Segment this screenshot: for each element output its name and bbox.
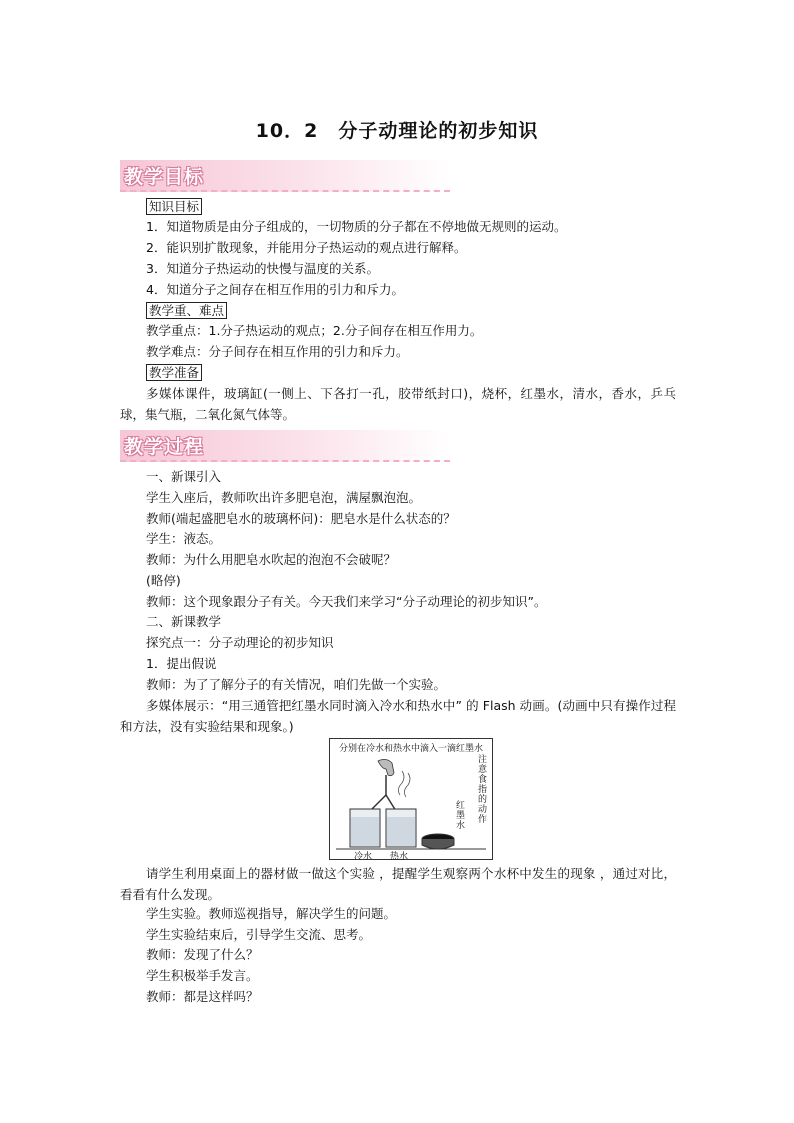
section-banner-label: 教学目标: [124, 166, 205, 188]
process-line: 一、新课引入: [146, 469, 222, 484]
experiment-illustration: [330, 739, 492, 859]
cold-water-label: 冷水: [354, 852, 373, 862]
section-banner-goals: [120, 160, 450, 192]
goal-item: 3．知道分子热运动的快慢与温度的关系。: [146, 261, 379, 276]
process-line: 教师：为了了解分子的有关情况，咱们先做一个实验。: [146, 677, 447, 692]
process-line: 学生：液态。: [146, 531, 222, 546]
boxed-heading: 知识目标: [146, 198, 202, 215]
goal-item: 1．知道物质是由分子组成的，一切物质的分子都在不停地做无规则的运动。: [146, 219, 567, 234]
key-heading: [146, 302, 227, 320]
process-line: 二、新课教学: [146, 614, 222, 629]
process-line: (略停): [146, 573, 181, 588]
process-line: 学生实验结束后，引导学生交流、思考。: [146, 927, 372, 942]
figure-caption: 分别在冷水和热水中滴入一滴红墨水: [338, 744, 483, 754]
process-line: 教师(端起盛肥皂水的玻璃杯问)：肥皂水是什么状态的？: [146, 511, 456, 526]
process-line: 教师：这个现象跟分子有关。今天我们来学习“分子动理论的初步知识”。: [146, 594, 547, 609]
multimedia-text: 多媒体展示：“用三通管把红墨水同时滴入冷水和热水中” 的 Flash 动画。(动画中只有操作过程和方法，没有实验结果和现象。): [120, 698, 676, 734]
process-line: 学生入座后，教师吹出许多肥皂泡，满屋飘泡泡。: [146, 490, 422, 505]
page-title: 10．2 分子动理论的初步知识: [255, 120, 539, 142]
side-note: 注意食指的动作: [478, 755, 488, 825]
section-banner-process: [120, 430, 450, 462]
process-line: 学生实验。教师巡视指导，解决学生的问题。: [146, 906, 397, 921]
boxed-heading: 教学重、难点: [146, 302, 227, 319]
process-line: 教师：为什么用肥皂水吹起的泡泡不会破呢？: [146, 552, 397, 567]
difficult-point: 教学难点：分子间存在相互作用的引力和斥力。: [146, 344, 409, 359]
goal-item: 4．知道分子之间存在相互作用的引力和斥力。: [146, 282, 404, 297]
hot-water-label: 热水: [390, 852, 409, 862]
process-line: 1．提出假说: [146, 656, 217, 671]
prep-text: 多媒体课件，玻璃缸(一侧上、下各打一孔，胶带纸封口)，烧杯，红墨水，清水，香水，乒乓球，集气瓶，二氧化氮气体等。: [120, 386, 676, 422]
ink-label: 红墨水: [456, 801, 466, 831]
experiment-text: 请学生利用桌面上的器材做一做这个实验 ，提醒学生观察两个水杯中发生的现象 ，通过对比，看看有什么发现。: [120, 866, 676, 902]
process-line: 学生积极举手发言。: [146, 968, 259, 983]
key-point: 教学重点：1.分子热运动的观点；2.分子间存在相互作用力。: [146, 323, 483, 338]
knowledge-heading: [146, 198, 202, 216]
process-line: 教师：发现了什么？: [146, 947, 259, 962]
goal-item: 2．能识别扩散现象，并能用分子热运动的观点进行解释。: [146, 240, 467, 255]
process-line: 探究点一：分子动理论的初步知识: [146, 635, 334, 650]
boxed-heading: 教学准备: [146, 364, 202, 381]
experiment-figure: [329, 738, 493, 860]
section-banner-label: 教学过程: [124, 436, 205, 458]
prep-heading: [146, 364, 202, 382]
process-line: 教师：都是这样吗？: [146, 989, 259, 1004]
